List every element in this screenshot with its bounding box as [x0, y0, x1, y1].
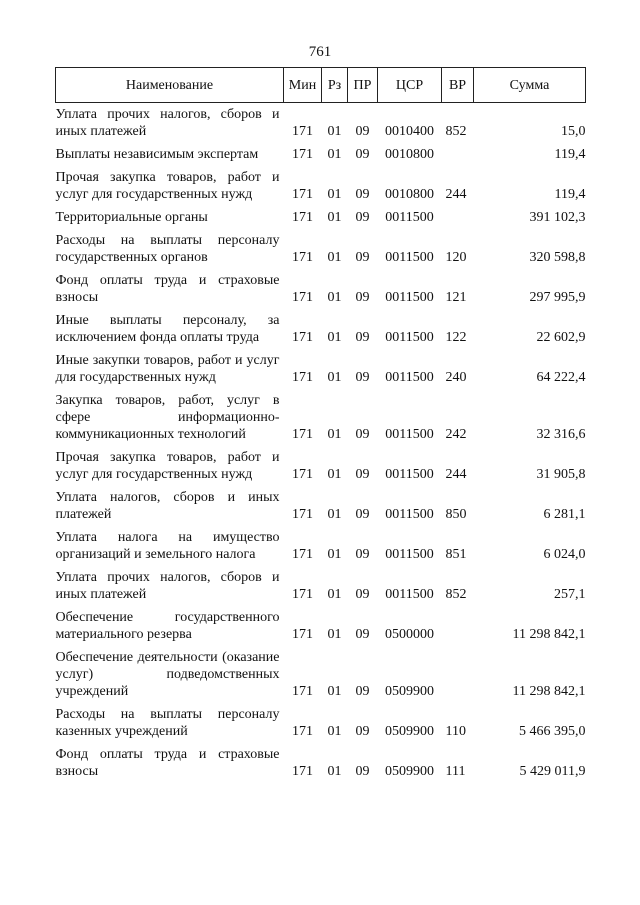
cell-csr: 0011500 — [385, 507, 434, 522]
cell-vr: 850 — [445, 507, 467, 522]
cell-min: 171 — [292, 507, 313, 522]
cell-csr: 0011500 — [385, 330, 434, 345]
cell-pr: 09 — [355, 290, 370, 305]
cell-name: Закупка товаров, работ, услуг в сфере информационно-коммуникационных технологий — [55, 393, 280, 442]
cell-rz: 01 — [327, 684, 342, 699]
cell-pr: 09 — [355, 507, 370, 522]
cell-name: Иные выплаты персоналу, за исключением фонда оплаты труда — [55, 313, 280, 345]
cell-vr — [442, 143, 474, 166]
header-csr: ЦСР — [378, 68, 442, 103]
cell-vr: 852 — [445, 587, 467, 602]
cell-sum: 320 598,8 — [529, 250, 586, 265]
cell-name: Прочая закупка товаров, работ и услуг для государственных нужд — [55, 170, 280, 202]
cell-name: Уплата прочих налогов, сборов и иных платежей — [55, 107, 280, 139]
cell-pr: 09 — [355, 210, 370, 225]
cell-name: Обеспечение государственного материального резерва — [55, 610, 280, 642]
cell-rz: 01 — [327, 764, 342, 779]
table-row — [56, 389, 586, 446]
cell-sum: 119,4 — [554, 187, 586, 202]
cell-rz: 01 — [327, 724, 342, 739]
cell-pr: 09 — [355, 547, 370, 562]
cell-min: 171 — [292, 210, 313, 225]
cell-name: Выплаты независимым экспертам — [55, 147, 259, 162]
cell-vr: 851 — [445, 547, 467, 562]
cell-vr: 240 — [445, 370, 467, 385]
cell-min: 171 — [292, 764, 313, 779]
cell-rz: 01 — [327, 627, 342, 642]
cell-csr: 0509900 — [385, 684, 434, 699]
cell-csr: 0011500 — [385, 427, 434, 442]
cell-sum: 11 298 842,1 — [512, 627, 586, 642]
cell-rz: 01 — [327, 124, 342, 139]
cell-min: 171 — [292, 724, 313, 739]
cell-name: Расходы на выплаты персоналу казенных учреждений — [55, 707, 280, 739]
cell-min: 171 — [292, 427, 313, 442]
cell-sum: 119,4 — [554, 147, 586, 162]
cell-rz: 01 — [327, 210, 342, 225]
cell-name: Прочая закупка товаров, работ и услуг для государственных нужд — [55, 450, 280, 482]
cell-vr: 110 — [445, 724, 466, 739]
cell-pr: 09 — [355, 684, 370, 699]
cell-csr: 0011500 — [385, 370, 434, 385]
cell-rz: 01 — [327, 587, 342, 602]
table-row — [56, 229, 586, 269]
cell-pr: 09 — [355, 427, 370, 442]
cell-vr: 852 — [445, 124, 467, 139]
cell-csr: 0011500 — [385, 467, 434, 482]
cell-min: 171 — [292, 587, 313, 602]
cell-vr — [442, 206, 474, 229]
cell-pr: 09 — [355, 370, 370, 385]
table-row — [56, 309, 586, 349]
cell-csr: 0010800 — [385, 187, 434, 202]
table-row — [56, 269, 586, 309]
cell-min: 171 — [292, 370, 313, 385]
cell-sum: 64 222,4 — [536, 370, 586, 385]
header-pr: ПР — [348, 68, 378, 103]
cell-pr: 09 — [355, 187, 370, 202]
cell-name: Расходы на выплаты персоналу государственных органов — [55, 233, 280, 265]
cell-pr: 09 — [355, 764, 370, 779]
cell-pr: 09 — [355, 330, 370, 345]
cell-rz: 01 — [327, 330, 342, 345]
table-row — [56, 486, 586, 526]
cell-rz: 01 — [327, 370, 342, 385]
cell-vr: 244 — [445, 467, 467, 482]
table-row — [56, 103, 586, 144]
table-row — [56, 446, 586, 486]
cell-pr: 09 — [355, 124, 370, 139]
cell-csr: 0011500 — [385, 250, 434, 265]
cell-vr: 111 — [445, 764, 466, 779]
table-row — [56, 646, 586, 703]
table-row — [56, 743, 586, 783]
cell-name: Фонд оплаты труда и страховые взносы — [55, 273, 280, 305]
cell-csr: 0500000 — [385, 627, 434, 642]
cell-csr: 0010400 — [385, 124, 434, 139]
cell-vr: 122 — [445, 330, 467, 345]
page-number: 761 — [308, 44, 332, 60]
cell-rz: 01 — [327, 250, 342, 265]
cell-name: Территориальные органы — [55, 210, 208, 225]
cell-name: Уплата налогов, сборов и иных платежей — [55, 490, 280, 522]
cell-sum: 5 466 395,0 — [519, 724, 586, 739]
cell-sum: 6 281,1 — [543, 507, 586, 522]
cell-min: 171 — [292, 467, 313, 482]
cell-rz: 01 — [327, 507, 342, 522]
cell-sum: 5 429 011,9 — [519, 764, 586, 779]
table-row — [56, 606, 586, 646]
cell-csr: 0011500 — [385, 210, 434, 225]
cell-name: Уплата налога на имущество организаций и земельного налога — [55, 530, 280, 562]
cell-min: 171 — [292, 547, 313, 562]
cell-csr: 0010800 — [385, 147, 434, 162]
cell-csr: 0011500 — [385, 290, 434, 305]
table-row — [56, 349, 586, 389]
table-row — [56, 166, 586, 206]
table-row — [56, 143, 586, 166]
cell-sum: 31 905,8 — [536, 467, 586, 482]
cell-vr — [442, 606, 474, 646]
header-rz: Рз — [322, 68, 348, 103]
cell-csr: 0011500 — [385, 547, 434, 562]
header-name: Наименование — [56, 68, 284, 103]
cell-rz: 01 — [327, 290, 342, 305]
cell-pr: 09 — [355, 587, 370, 602]
table-row — [56, 703, 586, 743]
cell-sum: 15,0 — [561, 124, 586, 139]
header-vr: ВР — [442, 68, 474, 103]
cell-min: 171 — [292, 250, 313, 265]
cell-csr: 0011500 — [385, 587, 434, 602]
cell-vr — [442, 646, 474, 703]
cell-name: Фонд оплаты труда и страховые взносы — [55, 747, 280, 779]
cell-rz: 01 — [327, 147, 342, 162]
cell-min: 171 — [292, 330, 313, 345]
cell-rz: 01 — [327, 427, 342, 442]
cell-pr: 09 — [355, 467, 370, 482]
cell-vr: 242 — [445, 427, 467, 442]
cell-pr: 09 — [355, 724, 370, 739]
cell-vr: 120 — [445, 250, 467, 265]
cell-sum: 297 995,9 — [529, 290, 586, 305]
cell-pr: 09 — [355, 627, 370, 642]
cell-csr: 0509900 — [385, 724, 434, 739]
cell-min: 171 — [292, 290, 313, 305]
cell-name: Иные закупки товаров, работ и услуг для государственных нужд — [55, 353, 280, 385]
cell-name: Уплата прочих налогов, сборов и иных платежей — [55, 570, 280, 602]
cell-pr: 09 — [355, 250, 370, 265]
header-min: Мин — [284, 68, 322, 103]
cell-vr: 121 — [445, 290, 467, 305]
cell-min: 171 — [292, 684, 313, 699]
cell-min: 171 — [292, 124, 313, 139]
cell-rz: 01 — [327, 547, 342, 562]
cell-sum: 391 102,3 — [529, 210, 586, 225]
cell-min: 171 — [292, 627, 313, 642]
cell-min: 171 — [292, 147, 313, 162]
cell-sum: 6 024,0 — [543, 547, 586, 562]
cell-vr: 244 — [445, 187, 467, 202]
table-row — [56, 526, 586, 566]
header-row — [56, 68, 586, 103]
cell-csr: 0509900 — [385, 764, 434, 779]
cell-rz: 01 — [327, 187, 342, 202]
cell-sum: 22 602,9 — [536, 330, 586, 345]
cell-sum: 32 316,6 — [536, 427, 586, 442]
cell-sum: 257,1 — [554, 587, 586, 602]
cell-sum: 11 298 842,1 — [512, 684, 586, 699]
table-row — [56, 206, 586, 229]
table-row — [56, 566, 586, 606]
budget-table — [55, 67, 586, 783]
cell-pr: 09 — [355, 147, 370, 162]
cell-min: 171 — [292, 187, 313, 202]
cell-rz: 01 — [327, 467, 342, 482]
header-sum: Сумма — [474, 68, 586, 103]
cell-name: Обеспечение деятельности (оказание услуг) подведомственных учреждений — [55, 650, 280, 699]
